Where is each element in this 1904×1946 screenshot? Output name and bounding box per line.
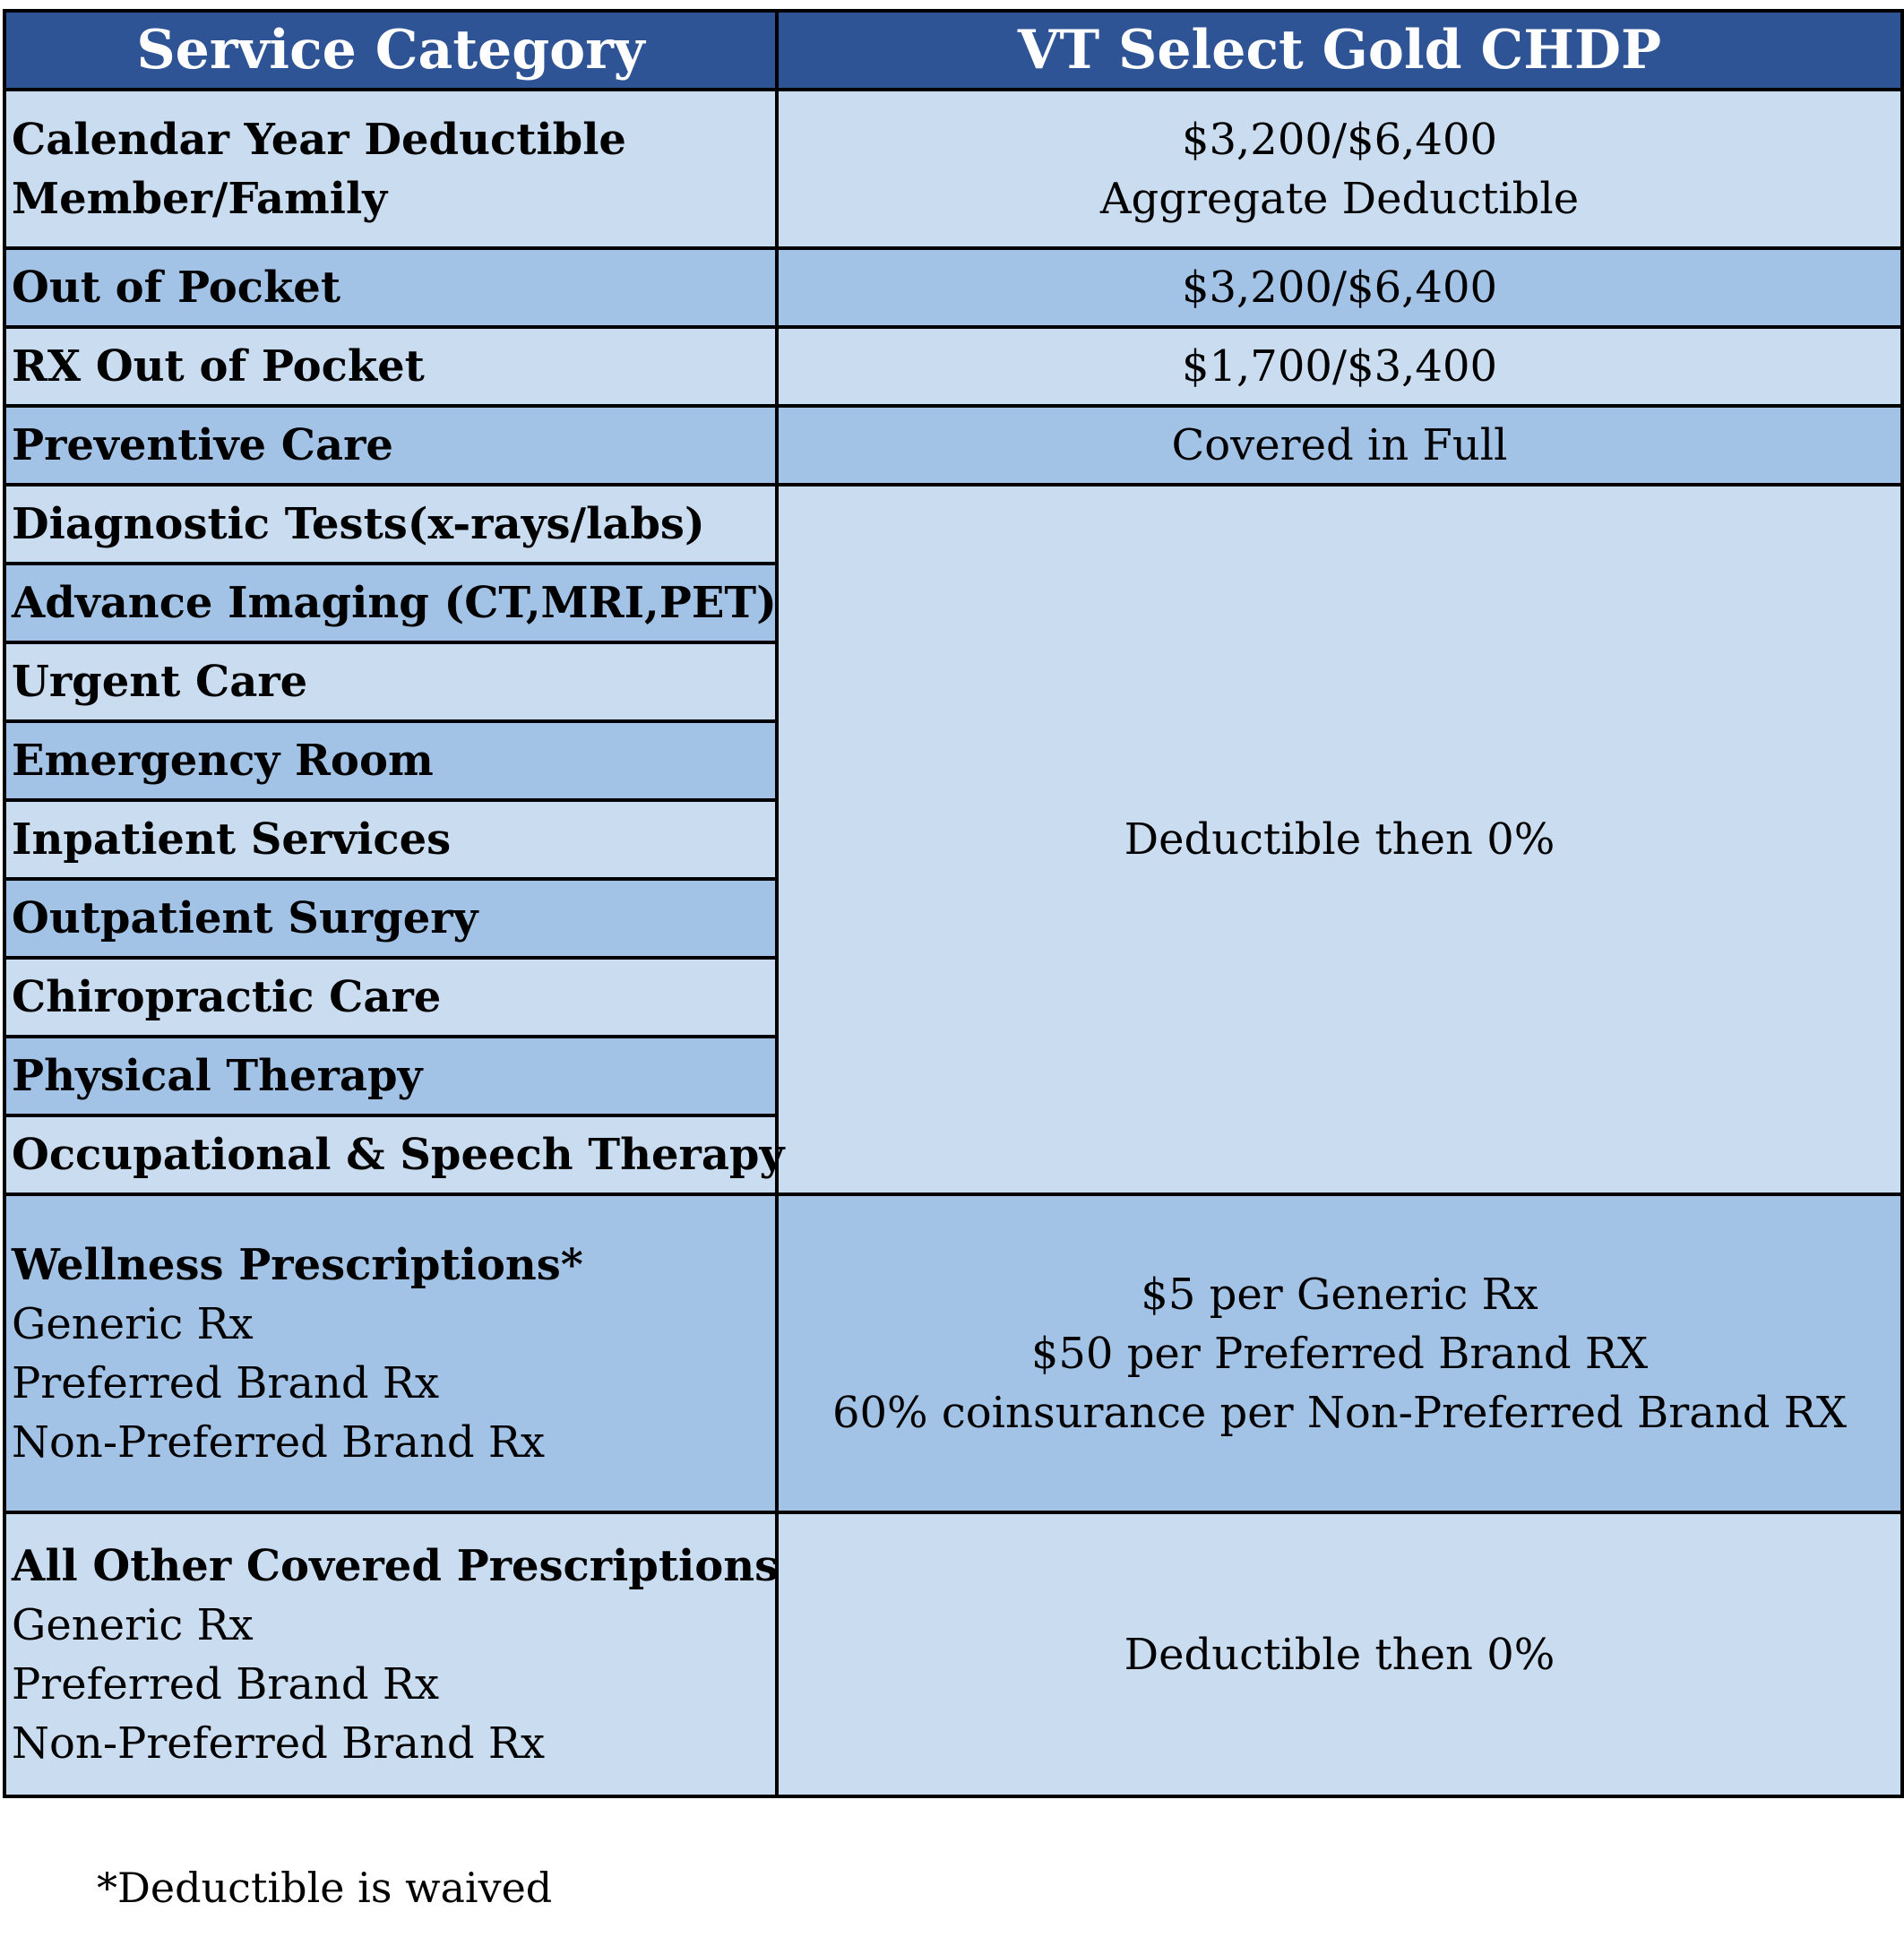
category-label: Inpatient Services	[4, 800, 777, 879]
category-label: All Other Covered Prescriptions	[12, 1540, 780, 1591]
value-cell	[777, 90, 1902, 248]
value-text: Aggregate Deductible	[1099, 173, 1580, 224]
category-cell	[4, 90, 777, 248]
category-sub-label: Non-Preferred Brand Rx	[12, 1416, 546, 1468]
category-label: RX Out of Pocket	[4, 327, 777, 406]
category-label: Physical Therapy	[4, 1037, 777, 1115]
value-text: 60% coinsurance per Non-Preferred Brand RX	[831, 1387, 1848, 1438]
value-text: Deductible then 0%	[777, 485, 1902, 1194]
category-label: Emergency Room	[4, 721, 777, 800]
category-cell	[4, 1194, 777, 1512]
table-row	[4, 327, 1902, 406]
footnote: *Deductible is waived	[97, 1864, 553, 1912]
category-label: Chiropractic Care	[4, 958, 777, 1037]
category-cell	[4, 1512, 780, 1796]
value-text: $3,200/$6,400	[1181, 114, 1498, 165]
category-label: Urgent Care	[4, 642, 777, 721]
category-label: Preventive Care	[4, 406, 777, 485]
table-row	[4, 485, 1902, 564]
value-text: $50 per Preferred Brand RX	[1030, 1328, 1649, 1379]
category-label: Calendar Year Deductible	[12, 114, 626, 165]
category-sub-label: Preferred Brand Rx	[12, 1658, 440, 1709]
value-text: $5 per Generic Rx	[1141, 1269, 1538, 1320]
table-row	[4, 90, 1902, 248]
value-cell	[777, 1194, 1902, 1512]
category-label: Wellness Prescriptions*	[12, 1239, 583, 1290]
table-row	[4, 406, 1902, 485]
category-sub-label: Non-Preferred Brand Rx	[12, 1718, 546, 1769]
category-label: Diagnostic Tests(x-rays/labs)	[4, 485, 777, 564]
table-row	[4, 1512, 1902, 1796]
table-row	[4, 248, 1902, 327]
category-sub-label: Preferred Brand Rx	[12, 1357, 440, 1408]
category-label: Occupational & Speech Therapy	[4, 1115, 777, 1194]
value-text: Deductible then 0%	[777, 1512, 1902, 1796]
category-label: Advance Imaging (CT,MRI,PET)	[4, 564, 777, 642]
header-plan-name: VT Select Gold CHDP	[777, 11, 1902, 90]
category-label: Out of Pocket	[4, 248, 777, 327]
category-sub-label: Generic Rx	[12, 1599, 254, 1650]
header-row	[4, 11, 1902, 90]
category-label: Outpatient Surgery	[4, 879, 777, 958]
benefits-table	[3, 9, 1904, 1798]
value-text: Covered in Full	[777, 406, 1902, 485]
header-service-category: Service Category	[4, 11, 777, 90]
category-label: Member/Family	[12, 173, 388, 224]
value-text: $1,700/$3,400	[777, 327, 1902, 406]
category-sub-label: Generic Rx	[12, 1298, 254, 1349]
value-text: $3,200/$6,400	[777, 248, 1902, 327]
table-row	[4, 1194, 1902, 1512]
